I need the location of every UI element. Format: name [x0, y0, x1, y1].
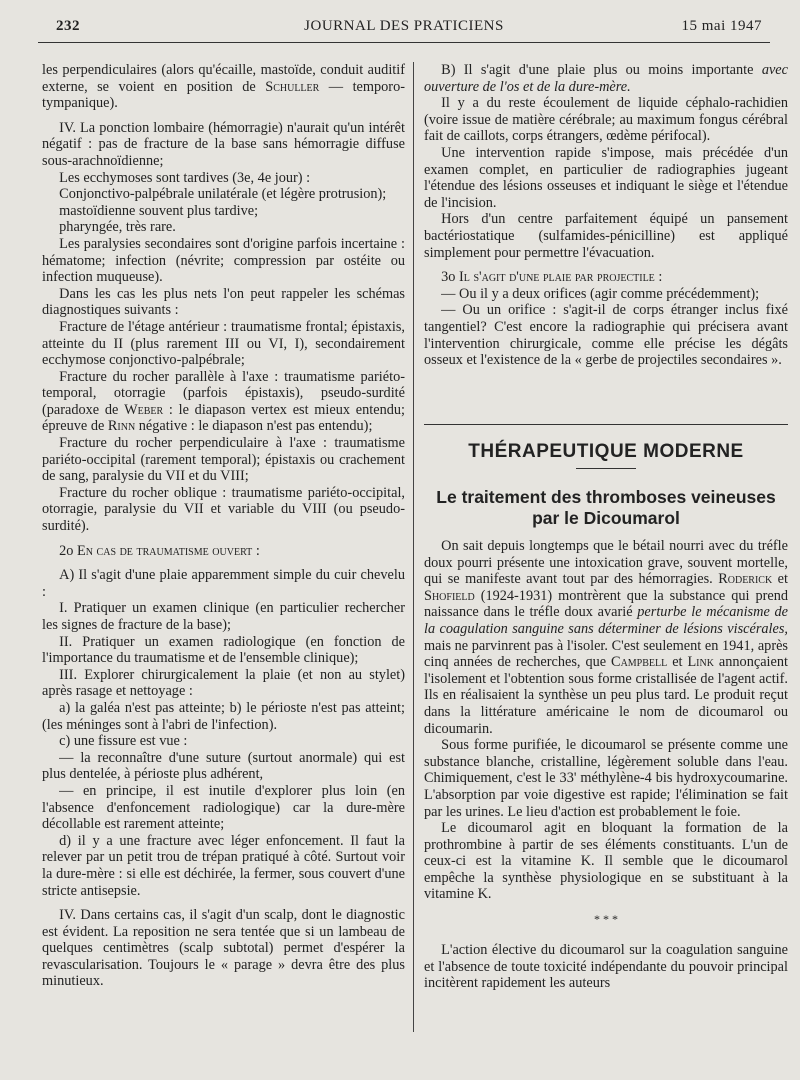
paragraph: Les ecchymoses sont tardives (3e, 4e jour) :: [59, 169, 311, 186]
paragraph: Une intervention rapide s'impose, mais précédée d'un examen complet, en particulier de radiographies jugeant l'étendue des lésions osseuses et indiquant le siège et l'étendue de l'incision.: [424, 144, 788, 211]
paragraph: Fracture du rocher oblique : traumatisme pariéto-occipital, otorragie, paralysie du VII et variable du VIII (ou pseudo-surdité).: [42, 484, 405, 535]
paragraph: Il y a du reste écoulement de liquide céphalo-rachidien (voire issue de matière cérébrale; au maximum fongus cérébral fait de caillots, corps étrangers, œdème périfocal).: [424, 95, 788, 145]
paragraph: — en principe, il est inutile d'explorer plus loin (en l'absence d'enfoncement radiologique) car la dure-mère décollable est rarement atteinte;: [42, 782, 405, 833]
journal-title: JOURNAL DES PRATICIENS: [304, 18, 504, 34]
paragraph: pharyngée, très rare.: [59, 219, 176, 236]
subheading: 3o Il s'agit d'une plaie par projectile :: [441, 269, 663, 286]
paragraph: — Ou un orifice : s'agit-il de corps étranger inclus fixé tangentiel? C'est encore la radiographie qui précisera avant l'intervention chirurgicale, comme elle précise les dégâts osseux et l'existence de la « gerbe de projectiles secondaires ».: [424, 302, 788, 369]
paragraph: c) une fissure est vue :: [59, 733, 188, 750]
left-column: [42, 62, 405, 990]
section-break-asterisks: * * *: [594, 912, 618, 927]
paragraph: II. Pratiquer un examen radiologique (en fonction de l'importance du traumatisme et de l'ensemble clinique);: [42, 633, 405, 667]
paragraph: Fracture du rocher perpendiculaire à l'axe : traumatisme pariéto-occipital (rarement temporal); épistaxis ou crachement de sang, paralysie du VII et du VIII;: [42, 435, 405, 485]
page-number: 232: [56, 18, 80, 34]
paragraph: I. Pratiquer un examen clinique (en particulier rechercher les signes de fracture de la base);: [42, 600, 405, 633]
article-body: [424, 538, 788, 992]
paragraph: B) Il s'agit d'une plaie plus ou moins importante avec ouverture de l'os et de la dure-mère.: [424, 62, 788, 95]
paragraph: — la reconnaître d'une suture (surtout anormale) qui est plus dentelée, à périoste plus adhérent,: [42, 749, 405, 783]
subheading: 2o En cas de traumatisme ouvert :: [59, 542, 260, 559]
section-rule: [424, 424, 788, 425]
paragraph: III. Explorer chirurgicalement la plaie (et non au stylet) après rasage et nettoyage :: [42, 666, 405, 700]
article-title: Le traitement des thromboses veineuses par le Dicoumarol: [436, 487, 776, 528]
paragraph: Les paralysies secondaires sont d'origine parfois incertaine : hématome; infection (névrite; compression par ostéite ou infection muqueuse).: [42, 235, 405, 286]
paragraph: mastoïdienne souvent plus tardive;: [59, 202, 259, 219]
paragraph: Le dicoumarol agit en bloquant la formation de la prothrombine à partir de ses éléments constituants. L'un de ceux-ci est la vitamine K. Il semble que le dicoumarol empêche la synthèse physiologique en se substituant à la vitamine K.: [424, 820, 788, 903]
title-underline: [576, 468, 636, 469]
paragraph: L'action élective du dicoumarol sur la coagulation sanguine et l'absence de toute toxicité indépendante du pouvoir principal incitèrent rapidement les auteurs: [424, 942, 788, 992]
paragraph: d) il y a une fracture avec léger enfoncement. Il faut la relever par un petit trou de trépan pratiqué à côté. Surtout voir la dure-mère : si elle est déchirée, la fermer, sous couvert d'une stricte antisepsie.: [42, 832, 405, 899]
paragraph: On sait depuis longtemps que le bétail nourri avec du tréfle doux pourri présente une intoxication grave, souvent mortelle, qui se manifeste avant tout par des hémorragies. Roderick et Shofield (1924-1931) montrèrent que la substance qui prend naissance dans le tréfle doux avarié perturbe le mécanisme de la coagulation sanguine sans déterminer de lésions viscérales, mais ne parvinrent pas à l'isoler. C'est seulement en 1941, après cinq années de recherches, que Campbell et Link annonçaient l'isolement et l'obtention sous forme cristallisée de l'agent actif. Ils en réalisaient la synthèse un peu plus tard. Le produit reçut dans la littérature américaine le nom de dicoumarol ou dicoumarin.: [424, 538, 788, 737]
column-divider: [413, 62, 414, 1032]
paragraph: A) Il s'agit d'une plaie apparemment simple du cuir chevelu :: [42, 567, 405, 600]
paragraph: Fracture du rocher parallèle à l'axe : traumatisme pariéto-temporal, otorragie (parfois épistaxis), pseudo-surdité (paradoxe de Weber : le diapason vertex est mieux entendu; épreuve de Rinn négative : le diapason n'est pas entendu);: [42, 368, 406, 435]
paragraph: Fracture de l'étage antérieur : traumatisme frontal; épistaxis, atteinte du II (plus rarement III ou VI, I), secondairement ecchymose conjonctivo-palpébrale;: [42, 318, 405, 369]
paragraph: Dans les cas les plus nets l'on peut rappeler les schémas diagnostiques suivants :: [42, 285, 405, 319]
paragraph: Sous forme purifiée, le dicoumarol se présente comme une substance blanche, cristalline, légèrement soluble dans l'eau. Chimiquement, c'est le 33' méthylène-4 bis hydroxycoumarine. L'absorption par voie digestive est rapide; l'élimination se fait par les urines. Le lieu d'action est probablement le foie.: [424, 737, 788, 820]
paragraph: Conjonctivo-palpébrale unilatérale (et légère protrusion);: [59, 186, 387, 203]
issue-date: 15 mai 1947: [681, 18, 762, 34]
paragraph: — Ou il y a deux orifices (agir comme précédemment);: [441, 285, 760, 302]
paragraph: IV. Dans certains cas, il s'agit d'un scalp, dont le diagnostic est évident. La reposition ne sera tentée que si un lambeau de quelques centimètres (scalp subtotal) permet d'espérer la revascularisation. Toujours le « parage » devra être des plus minutieux.: [42, 907, 405, 990]
paragraph: les perpendiculaires (alors qu'écaille, mastoïde, conduit auditif externe, se voient en position de Schuller — temporo-tympanique).: [42, 62, 405, 112]
paragraph: a) la galéa n'est pas atteinte; b) le périoste n'est pas atteint; (les méninges sont à l'abri de l'infection).: [42, 699, 405, 733]
section-title: THÉRAPEUTIQUE MODERNE: [468, 441, 744, 462]
page-header: [38, 12, 770, 43]
paragraph: Hors d'un centre parfaitement équipé un pansement bactériostatique (sulfamides-pénicilline) est appliqué simplement pour permettre l'évacuation.: [424, 211, 788, 261]
right-column: [424, 62, 788, 369]
paragraph: IV. La ponction lombaire (hémorragie) n'aurait qu'un intérêt négatif : pas de fracture de la base sans hémorragie diffuse sous-arachnoïdienne;: [42, 119, 405, 169]
